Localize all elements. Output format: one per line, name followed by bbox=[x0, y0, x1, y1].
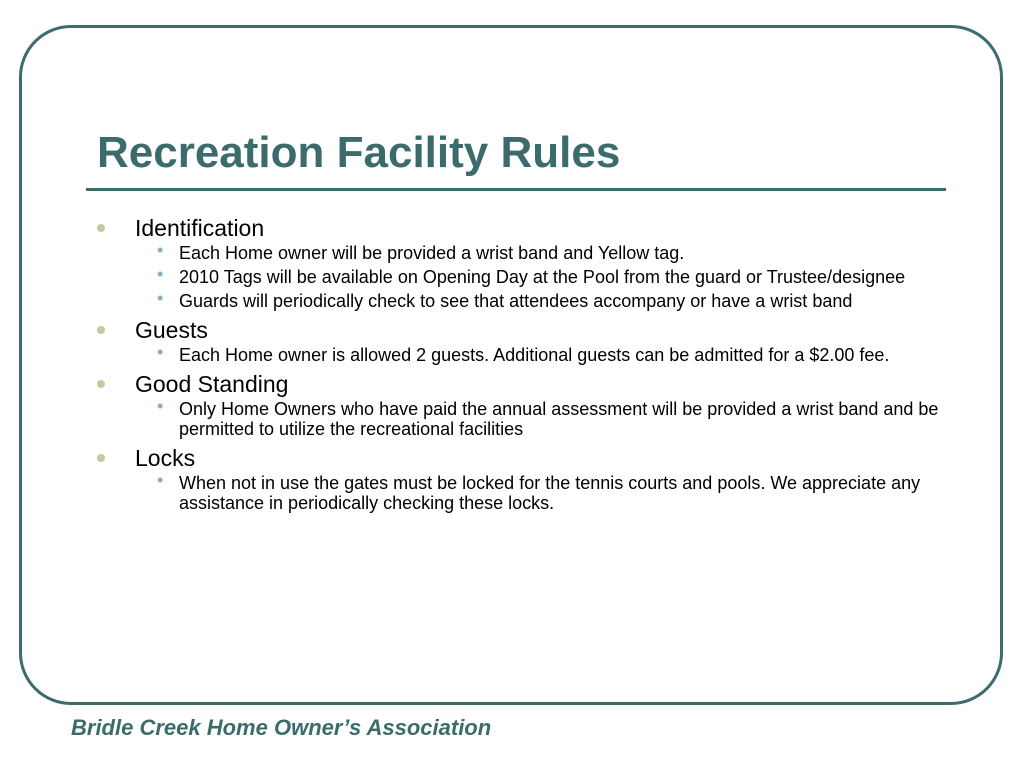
list-item-text: 2010 Tags will be available on Opening Day at the Pool from the guard or Trustee/designee bbox=[179, 267, 906, 287]
topic-bullet-icon bbox=[97, 380, 105, 388]
bullet-icon: • bbox=[157, 342, 164, 362]
bullet-icon: • bbox=[157, 470, 164, 490]
list-item-text: When not in use the gates must be locked for the tennis courts and pools. We appreciate any assistance in periodically checking these locks. bbox=[179, 473, 921, 513]
topic-label: Good Standing bbox=[135, 371, 289, 397]
sub-list bbox=[135, 240, 942, 311]
list-item-text: Only Home Owners who have paid the annual assessment will be provided a wrist band and be permitted to utilize the recreational facilities bbox=[179, 399, 939, 439]
topic-bullet-icon bbox=[97, 224, 105, 232]
topic-guests bbox=[92, 315, 942, 365]
bullet-icon: • bbox=[157, 396, 164, 416]
slide-title: Recreation Facility Rules bbox=[97, 128, 621, 177]
list-item bbox=[135, 288, 942, 311]
bullet-icon: • bbox=[157, 240, 164, 260]
title-divider bbox=[86, 188, 946, 191]
topic-bullet-icon bbox=[97, 454, 105, 462]
sub-list bbox=[135, 470, 942, 513]
topic-label: Guests bbox=[135, 317, 208, 343]
list-item bbox=[135, 264, 942, 287]
list-item-text: Each Home owner will be provided a wrist band and Yellow tag. bbox=[179, 243, 685, 263]
list-item-text: Each Home owner is allowed 2 guests. Additional guests can be admitted for a $2.00 fee. bbox=[179, 345, 890, 365]
topic-bullet-icon bbox=[97, 326, 105, 334]
topic-label: Identification bbox=[135, 215, 265, 241]
list-item bbox=[135, 396, 942, 439]
topic-good-standing bbox=[92, 369, 942, 439]
list-item bbox=[135, 470, 942, 513]
list-item bbox=[135, 240, 942, 263]
sub-list bbox=[135, 396, 942, 439]
bullet-icon: • bbox=[157, 288, 164, 308]
slide-footer: Bridle Creek Home Owner’s Association bbox=[71, 715, 492, 740]
topic-label: Locks bbox=[135, 445, 196, 471]
topic-locks bbox=[92, 443, 942, 513]
topic-identification bbox=[92, 213, 942, 311]
bullet-icon: • bbox=[157, 264, 164, 284]
list-item bbox=[135, 342, 942, 365]
slide-content bbox=[92, 213, 942, 517]
sub-list bbox=[135, 342, 942, 365]
list-item-text: Guards will periodically check to see that attendees accompany or have a wrist band bbox=[179, 291, 853, 311]
